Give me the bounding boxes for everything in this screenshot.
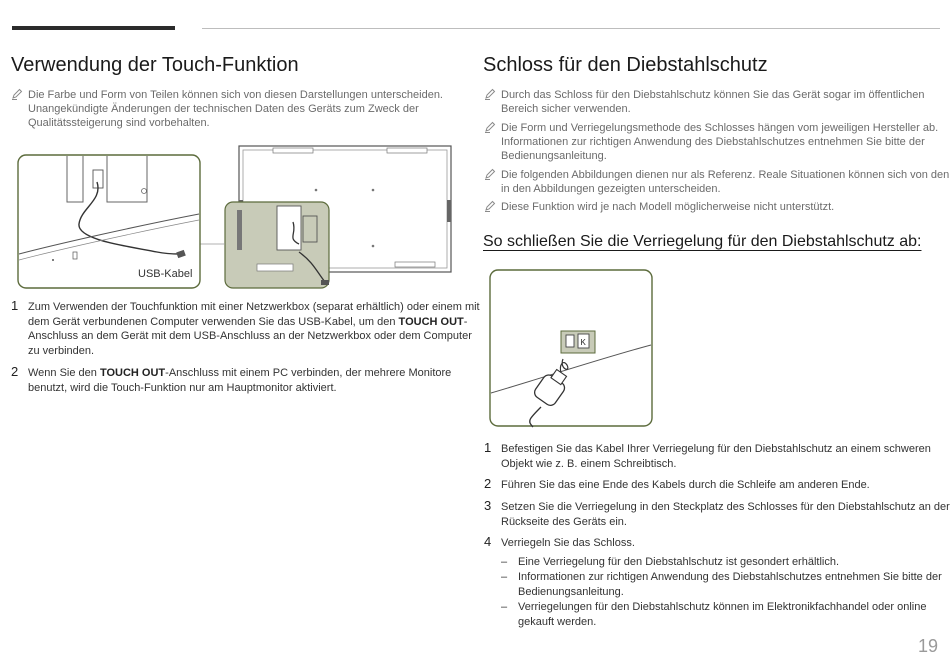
header-rule (202, 28, 940, 29)
usb-cable-figure (17, 144, 457, 292)
lock-substep-2: – Informationen zur richtigen Anwendung des Diebstahlschutzes entnehmen Sie bitte der Bedienungsanleitung. (501, 571, 942, 598)
touch-note (11, 88, 458, 130)
pencil-note-icon (11, 88, 23, 100)
touch-step-1: 1 Zum Verwenden der Touchfunktion mit einer Netzwerkbox (separat erhältlich) oder einem mit dem Gerät verbundenen Computer verwenden Sie das USB-Kabel, um den TOUCH OUT-Anschluss an dem Gerät mit dem USB-Anschluss an der Netzwerkbox oder dem Computer zu verbinden. (11, 298, 480, 357)
step-number: 1 (11, 298, 19, 313)
lock-note-3: Die folgenden Abbildungen dienen nur als Referenz. Reale Situationen können sich von den in den Abbildungen gezeigten unterscheiden. (484, 168, 950, 196)
lock-slot-glyph: K (580, 338, 586, 347)
step-number: 4 (484, 534, 492, 549)
lock-note-4: Diese Funktion wird je nach Modell möglicherweise nicht unterstützt. (484, 200, 941, 214)
touch-out-label: TOUCH OUT (398, 315, 464, 328)
step-number: 2 (484, 476, 492, 491)
touch-note-text: Die Farbe und Form von Teilen können sich von diesen Darstellungen unterscheiden. Unangekündigte Änderungen der technischen Daten des Geräts zum Zweck der Qualitätssteigerung sind vorbehalten. (28, 89, 443, 129)
step-number: 2 (11, 364, 19, 379)
step-number: 1 (484, 440, 492, 455)
lock-step-4: 4 Verriegeln Sie das Schloss. (484, 534, 635, 549)
usb-cable-label: USB-Kabel (138, 268, 193, 280)
touch-out-label: TOUCH OUT (99, 367, 166, 379)
lock-note-1: Durch das Schloss für den Diebstahlschutz können Sie das Gerät sogar im öffentlichen Bereich sicher verwenden. (484, 88, 941, 116)
lock-step-3: 3 Setzen Sie die Verriegelung in den Steckplatz des Schlosses für den Diebstahlschutz an der Rückseite des Geräts ein. (484, 498, 950, 528)
step-number: 3 (484, 498, 492, 513)
lock-step-2: 2 Führen Sie das eine Ende des Kabels durch die Schleife am anderen Ende. (484, 476, 870, 491)
lock-step-1: 1 Befestigen Sie das Kabel Ihrer Verriegelung für den Diebstahlschutz an einem schweren Objekt wie z. B. einem Schreibtisch. (484, 440, 931, 470)
page-number: 19 (917, 636, 938, 656)
pencil-note-icon (484, 200, 496, 212)
touch-section-heading: Verwendung der Touch-Funktion (11, 54, 299, 76)
pencil-note-icon (484, 121, 496, 133)
lock-subheading: So schließen Sie die Verriegelung für den Diebstahlschutz ab: (483, 233, 922, 250)
pencil-note-icon (484, 88, 496, 100)
lock-substep-1: – Eine Verriegelung für den Diebstahlschutz ist gesondert erhältlich. (501, 556, 840, 568)
touch-step-2: 2 Wenn Sie den TOUCH OUT-Anschluss mit einem PC verbinden, der mehrere Monitore benutzt, wird die Touch-Funktion nur am Hauptmonitor aktiviert. (11, 364, 452, 394)
header-accent-bar (12, 26, 175, 30)
pencil-note-icon (484, 168, 496, 180)
lock-section-heading: Schloss für den Diebstahlschutz (483, 54, 768, 76)
lock-substep-3: – Verriegelungen für den Diebstahlschutz können im Elektronikfachhandel oder online gekauft werden. (501, 601, 927, 628)
lock-note-2: Die Form und Verriegelungsmethode des Schlosses hängen vom jeweiligen Hersteller ab. Informationen zur richtigen Anwendung des Diebstahlschutzes entnehmen Sie bitte der Bedienungsanleitung. (484, 121, 941, 163)
kensington-lock-figure (489, 269, 655, 429)
